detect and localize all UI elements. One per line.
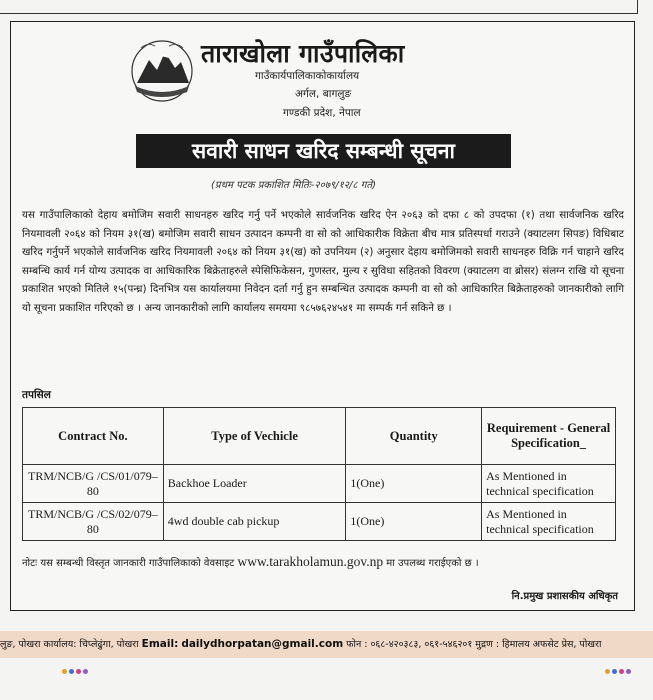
publication-date: (प्रथम पटक प्रकाशित मितिः-२०७९/१२/८ गते) xyxy=(211,180,376,191)
office-address: अर्गल, बागलुङ xyxy=(295,88,352,100)
website-note xyxy=(22,554,479,570)
decorative-dots-left xyxy=(62,669,88,675)
quantity-cell: 1(One) xyxy=(346,465,482,503)
notice-title: सवारी साधन खरिद सम्बन्धी सूचना xyxy=(136,134,511,168)
dot-icon xyxy=(605,669,610,674)
office-subtitle: गाउँकार्यपालिकाकोकार्यालय xyxy=(255,70,360,82)
dot-icon xyxy=(612,669,617,674)
table-header-row xyxy=(23,408,616,465)
previous-notice-frame xyxy=(0,0,638,14)
quantity-cell: 1(One) xyxy=(346,503,482,541)
dot-icon xyxy=(69,669,74,674)
office-name: ताराखोला गाउँपालिका xyxy=(201,39,405,68)
vehicle-type-cell: Backhoe Loader xyxy=(163,465,346,503)
dot-icon xyxy=(76,669,81,674)
table-row xyxy=(23,503,616,541)
dot-icon xyxy=(626,669,631,674)
footer-email-label: Email: xyxy=(141,638,179,650)
nepal-emblem-icon xyxy=(127,38,197,104)
signatory: नि.प्रमुख प्रशासकीय अधिकृत xyxy=(511,591,618,602)
website-link[interactable]: www.tarakholamun.gov.np xyxy=(237,554,384,569)
dot-icon xyxy=(83,669,88,674)
procurement-notice xyxy=(10,21,635,611)
requirement-cell: As Mentioned in technical specification xyxy=(482,465,616,503)
header-vehicle-type: Type of Vechicle xyxy=(163,408,346,465)
footer-text xyxy=(0,637,601,650)
decorative-dots-right xyxy=(605,669,631,675)
notice-body: यस गाउँपालिकाको देहाय बमोजिम सवारी साधनहरु खरिद गर्नु पर्ने भएकोले सार्वजनिक खरिद ऐन २०६३ को दफा ८ को उपदफा (१) तथा सार्वजनिक खरिद नियमावली २०६४ को नियम ३१(ख) बमोजिम सवारी साधन उत्पादन कम्पनी वा सो को आधिकारीक विक्रेता बीच मात्र प्रतिस्पर्धा गराउने (क्याटलग सिपङ) विधिबाट खरिद गर्नुपर्ने भएकोले सार्वजनिक खरिद नियमावली २०६४ को नियम ३१(ख) को उपनियम (२) अनुसार देहाय बमोजिमको सवारी साधनहरु विक्रि गर्न चाहाने खरिद सम्बन्धि कार्य गर्न योग्य उत्पादक वा आधिकारिक बिक्रेताहरुले स्पेसिफिकेसन, गुणस्तर, मुल्य र सुविधा सहितको विवरण (क्याटलग वा ब्रोसर) संलग्न राखि यो सूचना प्रकाशित भएको मितिले १५(पन्ध्र) दिनभित्र यस कार्यालयमा निवेदन दर्ता गर्नु हुन सम्बन्धित उत्पादक कम्पनी वा सो को आधिकारित बिक्रेताहरुको जानकारीको लागि यो सूचना प्रकाशित गरिएको छ । अन्य जानकारीको लागि कार्यालय समयमा ९८५७६२४५४१ मा सम्पर्क गर्न सकिने छ । xyxy=(22,209,624,314)
footer-prefix: लुङ, पोखरा कार्यालय: चिप्लेढुंगा, पोखरा xyxy=(0,639,139,650)
dot-icon xyxy=(619,669,624,674)
office-province: गण्डकी प्रदेश, नेपाल xyxy=(283,107,361,119)
requirement-cell: As Mentioned in technical specification xyxy=(482,503,616,541)
header-contract-no: Contract No. xyxy=(23,408,164,465)
dot-icon xyxy=(62,669,67,674)
note-prefix: नोटः यस सम्बन्धी विस्तृत जानकारी गाउँपालिकाको वेवसाइट xyxy=(22,558,235,569)
contract-no-cell: TRM/NCB/G /CS/02/079–80 xyxy=(23,503,164,541)
note-suffix: मा उपलब्ध गराईएको छ । xyxy=(386,558,479,569)
header-quantity: Quantity xyxy=(346,408,482,465)
footer-suffix: फोन : ०६८-४२०३८३, ०६१-५४६२०१ मुद्रण : हिमालय अफसेट प्रेस, पोखरा xyxy=(346,639,602,650)
footer-email[interactable]: dailydhorpatan@gmail.com xyxy=(181,638,344,650)
contract-no-cell: TRM/NCB/G /CS/01/079–80 xyxy=(23,465,164,503)
table-row xyxy=(23,465,616,503)
contract-table xyxy=(22,407,616,541)
schedule-label: तपसिल xyxy=(22,389,51,401)
vehicle-type-cell: 4wd double cab pickup xyxy=(163,503,346,541)
newspaper-footer xyxy=(0,631,653,658)
header-requirement: Requirement - General Specification_ xyxy=(482,408,616,465)
